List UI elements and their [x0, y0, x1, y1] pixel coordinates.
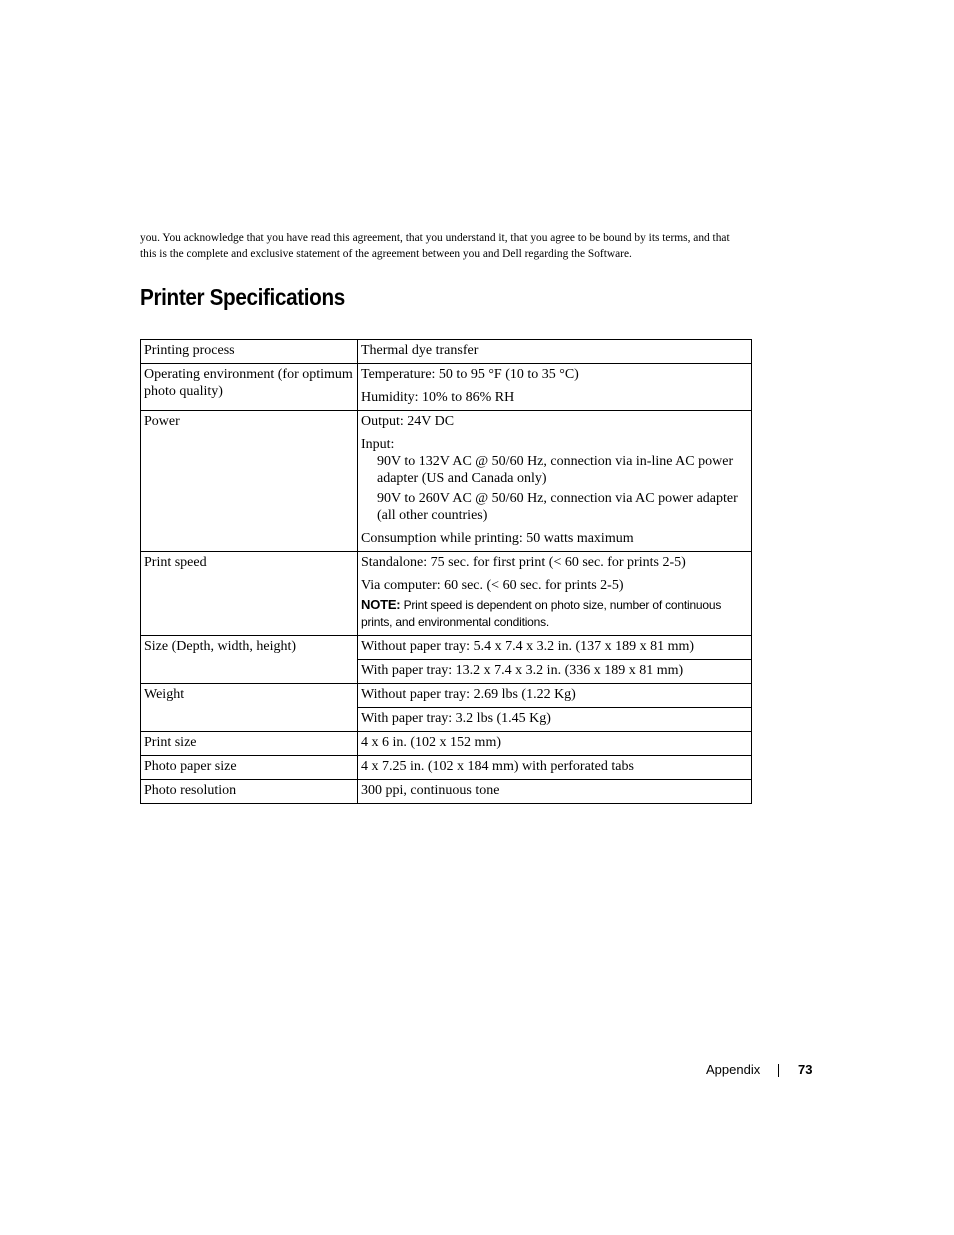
spec-value: 300 ppi, continuous tone: [358, 780, 752, 804]
power-input-us: 90V to 132V AC @ 50/60 Hz, connection via in-line AC power adapter (US and Canada only): [377, 454, 734, 486]
speed-via-computer: Via computer: 60 sec. (< 60 sec. for prints 2-5): [361, 578, 624, 593]
power-consumption: Consumption while printing: 50 watts maximum: [361, 531, 634, 546]
table-row: [141, 756, 752, 780]
spec-label: Printing process: [141, 340, 358, 364]
humidity-text: Humidity: 10% to 86% RH: [361, 390, 515, 405]
power-input-block: [361, 436, 748, 524]
spec-value: [358, 364, 752, 411]
footer-divider: [778, 1064, 779, 1077]
spec-value: 4 x 6 in. (102 x 152 mm): [358, 732, 752, 756]
spec-value: Thermal dye transfer: [358, 340, 752, 364]
table-row: [141, 732, 752, 756]
power-input-label: Input:: [361, 437, 395, 452]
spec-label: Size (Depth, width, height): [141, 636, 358, 684]
spec-value: Without paper tray: 2.69 lbs (1.22 Kg): [358, 684, 752, 708]
spec-value: Without paper tray: 5.4 x 7.4 x 3.2 in. (137 x 189 x 81 mm): [358, 636, 752, 660]
table-row: [141, 684, 752, 708]
page-footer: [706, 1062, 813, 1077]
page-number: 73: [798, 1062, 813, 1077]
spec-value: 4 x 7.25 in. (102 x 184 mm) with perforated tabs: [358, 756, 752, 780]
power-input-other: 90V to 260V AC @ 50/60 Hz, connection via AC power adapter (all other countries): [377, 491, 738, 523]
table-row: [141, 552, 752, 636]
temperature-text: Temperature: 50 to 95 °F (10 to 35 °C): [361, 367, 579, 382]
table-row: [141, 340, 752, 364]
speed-note: [361, 596, 748, 631]
table-row: [141, 411, 752, 552]
table-row: [141, 780, 752, 804]
spec-value: [358, 411, 752, 552]
table-row: [141, 364, 752, 411]
spec-table: [140, 339, 752, 804]
page-title: Printer Specifications: [140, 284, 345, 310]
intro-paragraph: you. You acknowledge that you have read this agreement, that you understand it, that you agree to be bound by its terms, and that this is the complete and exclusive statement of the agreement between you and Dell regarding the Software.: [140, 232, 730, 260]
note-text: Print speed is dependent on photo size, number of continuous prints, and environmental conditions.: [361, 598, 722, 629]
spec-label: Photo resolution: [141, 780, 358, 804]
spec-label: Operating environment (for optimum photo quality): [141, 364, 358, 411]
table-row: [141, 636, 752, 660]
footer-section: Appendix: [706, 1062, 761, 1077]
spec-value: With paper tray: 3.2 lbs (1.45 Kg): [358, 708, 752, 732]
speed-standalone: Standalone: 75 sec. for first print (< 60 sec. for prints 2-5): [361, 555, 686, 570]
spec-label: Print size: [141, 732, 358, 756]
note-label: NOTE:: [361, 597, 401, 612]
spec-label: Power: [141, 411, 358, 552]
power-output: Output: 24V DC: [361, 414, 455, 429]
spec-label: Print speed: [141, 552, 358, 636]
spec-label: Photo paper size: [141, 756, 358, 780]
spec-value: With paper tray: 13.2 x 7.4 x 3.2 in. (336 x 189 x 81 mm): [358, 660, 752, 684]
spec-value: [358, 552, 752, 636]
spec-label: Weight: [141, 684, 358, 732]
